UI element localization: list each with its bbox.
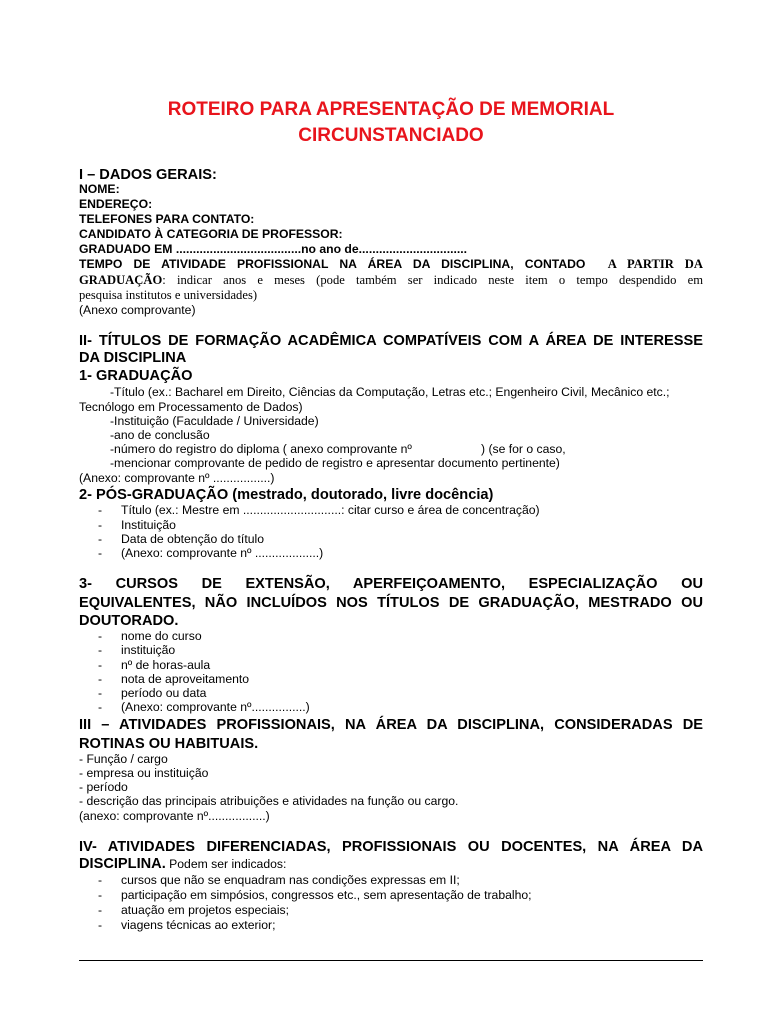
section-1-anexo: (Anexo comprovante) (79, 303, 196, 317)
document-title-line-1: ROTEIRO PARA APRESENTAÇÃO DE MEMORIAL (167, 99, 615, 120)
graduacao-rest: : indicar anos e meses (pode também ser indicado neste item o tempo despendido em (162, 273, 703, 287)
section-2-heading-line-2: DA DISCIPLINA (79, 350, 187, 366)
graduacao-line-5b: ) (se for o caso, (481, 442, 566, 456)
list-item: participação em simpósios, congressos etc., sem apresentação de trabalho; (121, 888, 532, 902)
list-item: viagens técnicas ao exterior; (121, 918, 276, 932)
graduacao-line-4: -ano de conclusão (110, 428, 210, 442)
list-dash: - (98, 700, 103, 714)
section-1-heading: I – DADOS GERAIS: (79, 167, 217, 183)
section-4-heading-line-2 (79, 855, 286, 873)
field-nome: NOME: (79, 182, 120, 196)
list-dash: - (98, 672, 103, 686)
field-endereco: ENDEREÇO: (79, 197, 153, 211)
section-3-item: - empresa ou instituição (79, 766, 209, 780)
field-telefones: TELEFONES PARA CONTATO: (79, 212, 255, 226)
section-3-heading-line-2: ROTINAS OU HABITUAIS. (79, 736, 259, 752)
list-item: Data de obtenção do título (121, 532, 264, 546)
section-4-heading-bold: DISCIPLINA. (79, 856, 166, 872)
tempo-label-serif: A PARTIR DA (607, 257, 703, 271)
list-dash: - (98, 903, 103, 917)
list-item: atuação em projetos especiais; (121, 903, 290, 917)
list-item: nome do curso (121, 629, 202, 643)
section-3-heading-line-1: III – ATIVIDADES PROFISSIONAIS, NA ÁREA DA DISCIPLINA, CONSIDERADAS DE (79, 717, 703, 733)
list-item: período ou data (121, 686, 207, 700)
section-2-heading-line-1: II- TÍTULOS DE FORMAÇÃO ACADÊMICA COMPATÍVEIS COM A ÁREA DE INTERESSE (79, 333, 703, 349)
graduacao-heading: 1- GRADUAÇÃO (79, 368, 193, 384)
document-title-line-2: CIRCUNSTANCIADO (298, 125, 484, 146)
graduacao-word: GRADUAÇÃO (79, 273, 163, 287)
list-dash: - (98, 658, 103, 672)
graduacao-line-1: -Título (ex.: Bacharel em Direito, Ciências da Computação, Letras etc.; Engenheiro Civil, Mecânico etc.; (110, 385, 670, 399)
tempo-label: TEMPO DE ATIVIDADE PROFISSIONAL NA ÁREA DA DISCIPLINA, CONTADO (79, 257, 586, 271)
list-dash: - (98, 686, 103, 700)
list-dash: - (98, 546, 103, 560)
list-dash: - (98, 518, 103, 532)
field-tempo-atividade (79, 257, 703, 272)
tempo-description (79, 273, 703, 288)
section-4-heading-line-1: IV- ATIVIDADES DIFERENCIADAS, PROFISSIONAIS OU DOCENTES, NA ÁREA DA (79, 839, 703, 855)
pos-graduacao-heading: 2- PÓS-GRADUAÇÃO (mestrado, doutorado, livre docência) (79, 487, 494, 503)
list-item: Título (ex.: Mestre em .............................: citar curso e área de concentração) (121, 503, 540, 517)
bottom-rule (79, 960, 703, 961)
section-4-heading-rest: Podem ser indicados: (165, 857, 287, 871)
section-3-item: - período (79, 780, 128, 794)
list-item: instituição (121, 643, 176, 657)
field-candidato: CANDIDATO À CATEGORIA DE PROFESSOR: (79, 227, 343, 241)
graduacao-line-3: -Instituição (Faculdade / Universidade) (110, 414, 319, 428)
list-dash: - (98, 888, 103, 902)
list-dash: - (98, 873, 103, 887)
section-3-item: - Função / cargo (79, 752, 168, 766)
list-item: nota de aproveitamento (121, 672, 250, 686)
pesquisa-text: pesquisa institutos e universidades) (79, 288, 258, 302)
list-dash: - (98, 629, 103, 643)
list-dash: - (98, 503, 103, 517)
field-graduado: GRADUADO EM .....................................no ano de................................ (79, 242, 468, 256)
graduacao-line-5a: -número do registro do diploma ( anexo comprovante nº (110, 442, 412, 456)
list-dash: - (98, 918, 103, 932)
list-item: (Anexo: comprovante nº................) (121, 700, 310, 714)
graduacao-line-2: Tecnólogo em Processamento de Dados) (79, 400, 303, 414)
list-dash: - (98, 643, 103, 657)
cursos-heading-line-1: 3- CURSOS DE EXTENSÃO, APERFEIÇOAMENTO, ESPECIALIZAÇÃO OU (79, 576, 703, 592)
list-item: nº de horas-aula (121, 658, 211, 672)
graduacao-line-6: -mencionar comprovante de pedido de registro e apresentar documento pertinente) (110, 456, 560, 470)
section-3-anexo: (anexo: comprovante nº.................) (79, 809, 270, 823)
list-item: cursos que não se enquadram nas condições expressas em II; (121, 873, 460, 887)
section-3-item: - descrição das principais atribuições e atividades na função ou cargo. (79, 794, 459, 808)
list-item: Instituição (121, 518, 176, 532)
graduacao-anexo: (Anexo: comprovante nº .................) (79, 471, 275, 485)
list-item: (Anexo: comprovante nº ...................) (121, 546, 324, 560)
cursos-heading-line-2: EQUIVALENTES, NÃO INCLUÍDOS NOS TÍTULOS DE GRADUAÇÃO, MESTRADO OU (79, 595, 703, 611)
cursos-heading-line-3: DOUTORADO. (79, 613, 179, 629)
list-dash: - (98, 532, 103, 546)
